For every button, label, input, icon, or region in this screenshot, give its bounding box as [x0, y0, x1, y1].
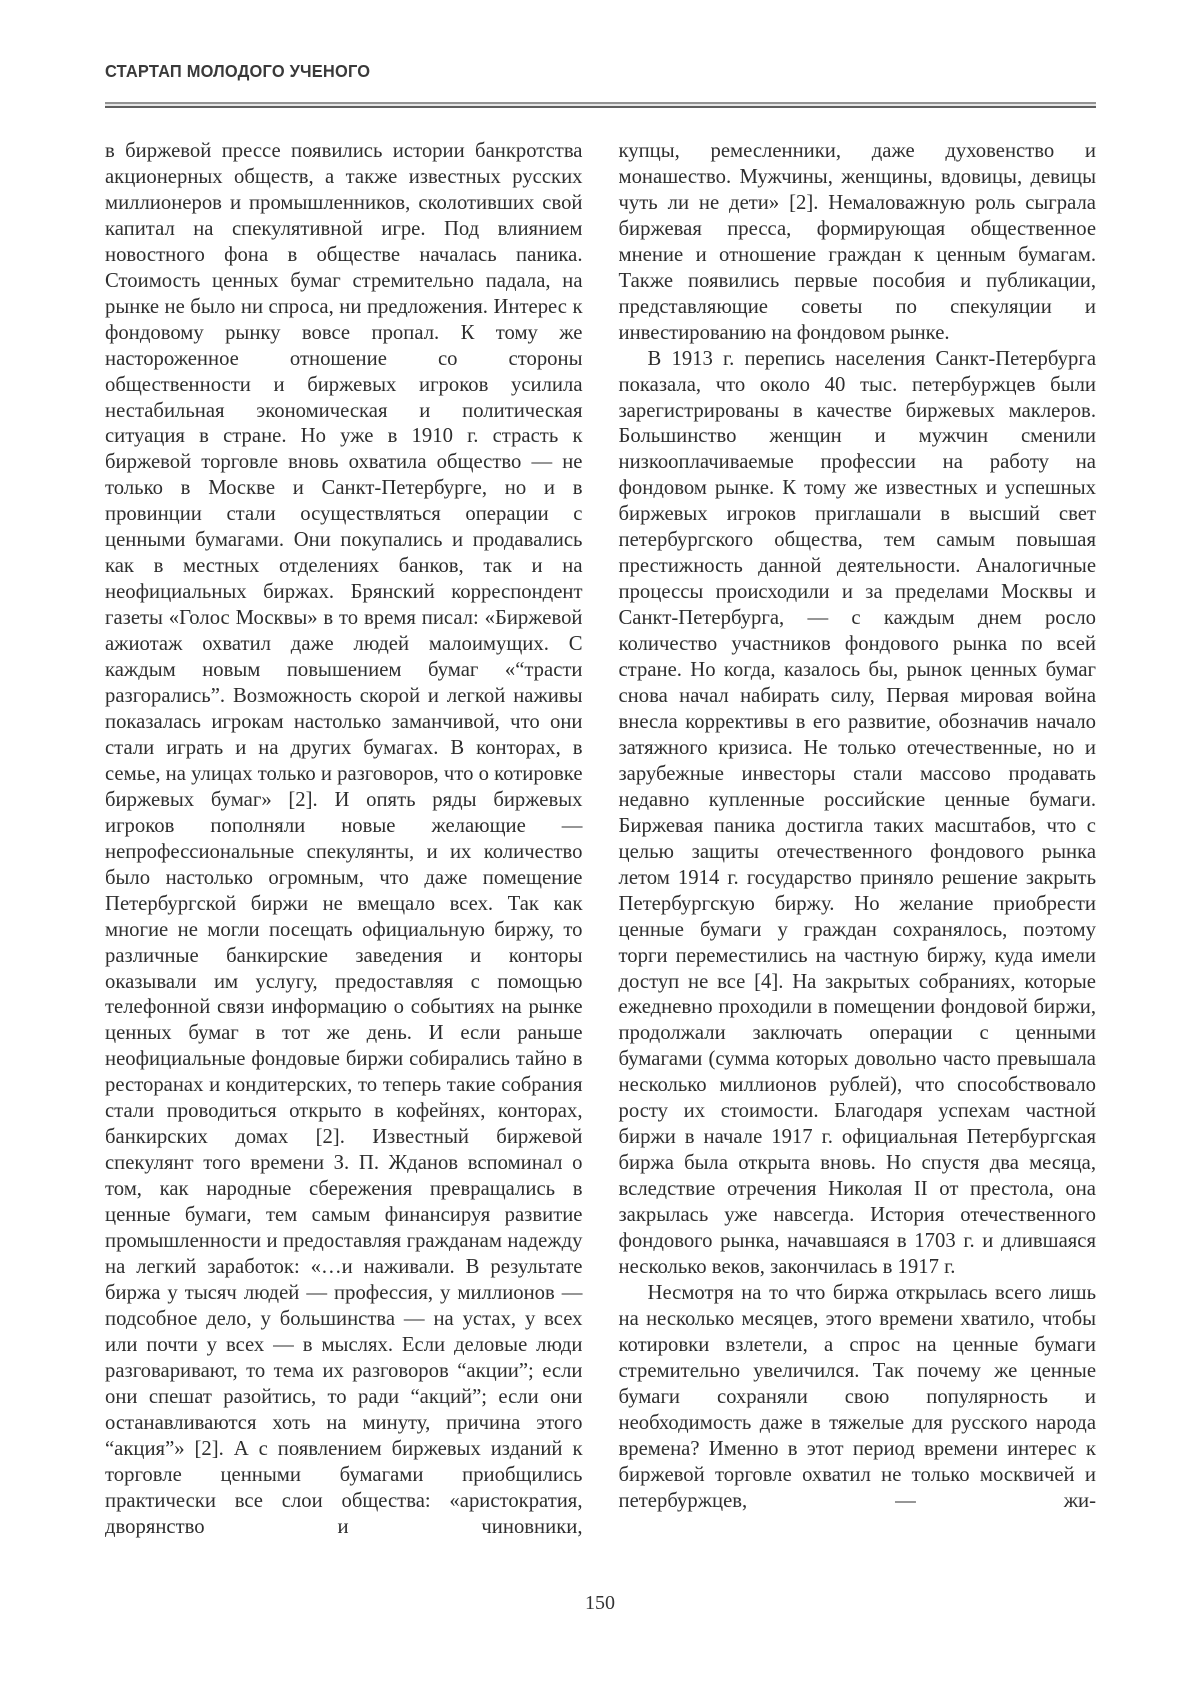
page-number: 150 [585, 1592, 615, 1614]
paragraph-exchange-reopening: Несмотря на то что биржа открылась всего лишь на несколько месяцев, этого времени хватило, чтобы котировки взлетели, а спрос на ценные бумаги стремительно увеличился. Так почему же ценные бумаги сохраняли свою популярность и необходимость даже в тяжелые для русского народа времена? Именно в этот период времени интерес к биржевой торговле охватил не только москвичей и петербуржцев, — жи- [618, 1281, 1096, 1512]
article-body [105, 139, 1096, 1538]
header-rule-divider [105, 102, 1096, 108]
paragraph-census-1913: В 1913 г. перепись населения Санкт-Петербурга показала, что около 40 тыс. петербуржцев были зарегистрированы в качестве биржевых маклеров. Большинство женщин и мужчин сменили низкооплачиваемые профессии на работу на фондовом рынке. К тому же известных и успешных биржевых игроков приглашали в высший свет петербургского общества, тем самым повышая престижность данной деятельности. Аналогичные процессы происходили и за пределами Москвы и Санкт-Петербурга, — с каждым днем росло количество участников фондового рынка по всей стране. Но когда, казалось бы, рынок ценных бумаг снова начал набирать силу, Первая мировая война внесла коррективы в его развитие, обозначив начало затяжного кризиса. Не только отечественные, но и зарубежные инвесторы стали массово продавать недавно купленные российские ценные бумаги. Биржевая паника достигла таких масштабов, что с целью защиты отечественного фондового рынка летом 1914 г. государство приняло решение закрыть Петербургскую биржу. Но желание приобрести ценные бумаги у граждан сохранялось, поэтому торги переместились на частную биржу, куда имели доступ не все [4]. На закрытых собраниях, которые ежедневно проходили в помещении фондовой биржи, продолжали заключать операции с ценными бумагами (сумма которых довольно часто превышала несколько миллионов рублей), что способствовало росту их стоимости. Благодаря успехам частной биржи в начале 1917 г. официальная Петербургская биржа была открыта вновь. Но спустя два месяца, вследствие отречения Николая II от престола, она закрылась уже навсегда. История отечественного фондового рынка, начавшаяся в 1703 г. и длившаяся несколько веков, закончилась в 1917 г. [618, 347, 1096, 1278]
paragraph-continued-from-left-column: купцы, ремесленники, даже духовенство и монашество. Мужчины, женщины, вдовицы, девицы чуть ли не дети» [2]. Немаловажную роль сыграла биржевая пресса, формирующая общественное мнение и отношение граждан к ценным бумагам. Также появились первые пособия и публикации, представляющие советы по спекуляции и инвестированию на фондовом рынке. [618, 140, 1096, 344]
running-header-title: СТАРТАП МОЛОДОГО УЧЕНОГО [105, 61, 371, 81]
paragraph-continued-from-previous-page: в биржевой прессе появились истории банкротства акционерных обществ, а также известных русских миллионеров и промышленников, сколотивших свой капитал на спекулятивной игре. Под влиянием новостного фона в обществе началась паника. Стоимость ценных бумаг стремительно падала, на рынке не было ни спроса, ни предложения. Интерес к фондовому рынку вовсе пропал. К тому же настороженное отношение со стороны общественности и биржевых игроков усилила нестабильная экономическая и политическая ситуация в стране. Но уже в 1910 г. страсть к биржевой торговле вновь охватила общество — не только в Москве и Санкт-Петербурге, но и в провинции стали осуществляться операции с ценными бумагами. Они покупались и продавались как в местных отделениях банков, так и на неофициальных биржах. Брянский корреспондент газеты «Голос Москвы» в то время писал: «Биржевой ажиотаж охватил даже людей малоимущих. С каждым новым повышением бумаг «“трасти разгорались”. Возможность скорой и легкой наживы показалась игрокам настолько заманчивой, что они стали играть и на других бумагах. В конторах, в семье, на улицах только и разговоров, что о котировке биржевых бумаг» [2]. И опять ряды биржевых игроков пополняли новые желающие — непрофессиональные спекулянты, и их количество было настолько огромным, что даже помещение Петербургской биржи не вмещало всех. Так как многие не могли посещать официальную биржу, то различные банкирские заведения и конторы оказывали им услугу, предоставляя с помощью телефонной связи информацию о событиях на рынке ценных бумаг в тот же день. И если раньше неофициальные фондовые биржи собирались тайно в ресторанах и кондитерских, то теперь такие собрания стали проводиться открыто в кофейнях, конторах, банкирских домах [2]. Известный биржевой спекулянт того времени З. П. Жданов вспоминал о том, как народные сбережения превращались в ценные бумаги, тем самым финансируя развитие промышленности и предоставляя гражданам надежду на легкий заработок: «…и наживали. В результате биржа у тысяч людей — профессия, у миллионов — подсобное дело, у большинства — на устах, у всех или почти у всех — в мыслях. Если деловые люди разговаривают, то тема их разговоров “акции”; если они спешат разойтись, то ради “акций”; если они останавливаются хоть на минуту, причина этого “акция”» [2]. А с появлением биржевых изданий к торговле ценными бумагами приобщились практически все слои общества: «аристократия, дворянство и чиновники, [105, 140, 583, 1538]
right-column [618, 139, 1097, 1512]
left-column [105, 139, 583, 1538]
